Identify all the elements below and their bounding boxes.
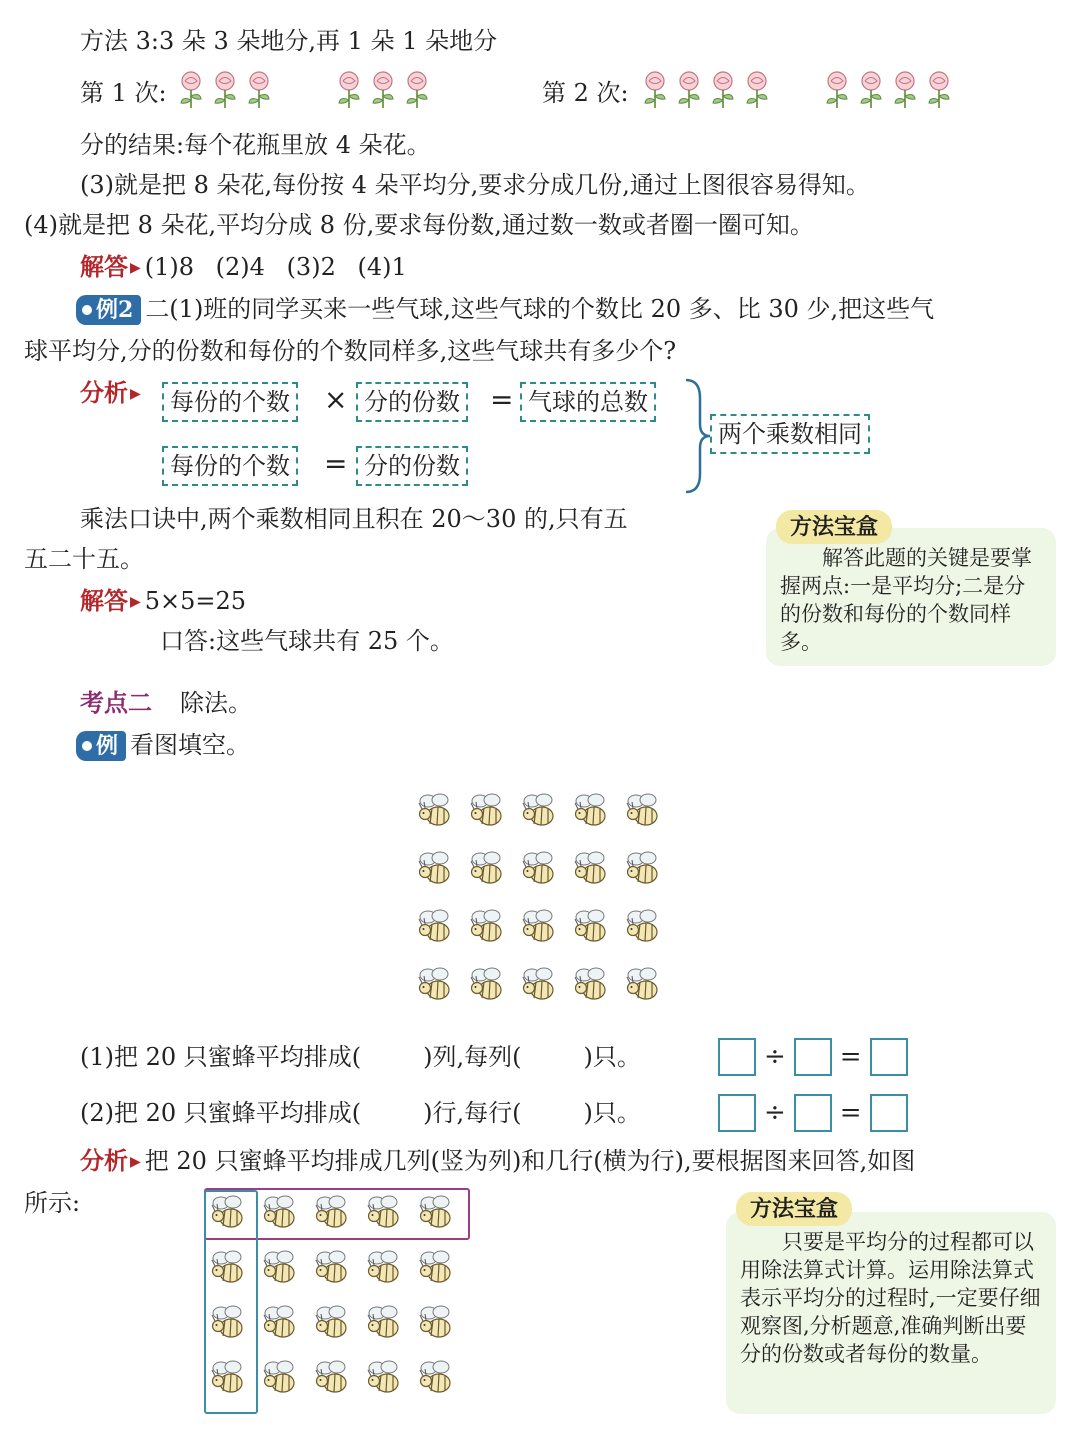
blank-box[interactable]	[718, 1038, 756, 1076]
bee-icon	[622, 848, 666, 892]
bee-icon	[570, 964, 614, 1008]
bee-icon	[466, 790, 510, 834]
bee-icon	[622, 964, 666, 1008]
blank-box[interactable]	[870, 1038, 908, 1076]
flower-icon	[822, 70, 852, 110]
answer-label: 解答	[80, 252, 128, 281]
flower-icon	[708, 70, 738, 110]
bee-icon	[414, 790, 458, 834]
parts-box-2: 分的份数	[356, 446, 468, 486]
bee-icon	[466, 906, 510, 950]
blank-box[interactable]	[718, 1094, 756, 1132]
point-2: 考点二 除法。	[80, 688, 252, 717]
bee-icon	[363, 1357, 407, 1401]
bee-icon	[207, 1302, 251, 1346]
bee-icon	[363, 1302, 407, 1346]
total-box: 气球的总数	[520, 382, 656, 422]
bee-icon	[518, 790, 562, 834]
bee-icon	[570, 848, 614, 892]
bee-icon	[311, 1247, 355, 1291]
bee-icon	[363, 1247, 407, 1291]
bee-icon	[415, 1247, 459, 1291]
example-2-text: 二(1)班的同学买来一些气球,这些气球的个数比 20 多、比 30 少,把这些气	[145, 295, 935, 323]
bee-icon	[414, 906, 458, 950]
example-3: 例 看图填空。	[76, 728, 250, 762]
per-count-box: 每份的个数	[162, 382, 298, 422]
bee-icon	[518, 848, 562, 892]
flower-icon	[890, 70, 920, 110]
flower-icon	[640, 70, 670, 110]
method-tip-box-1	[766, 528, 1056, 666]
method3-title: 方法 3:3 朵 3 朵地分,再 1 朵 1 朵地分	[80, 27, 498, 55]
equation-1: ÷ =	[718, 1038, 908, 1076]
answer-1: 解答 ▶ (1)8 (2)4 (3)2 (4)1	[80, 252, 407, 281]
answer-2-text: 5×5=25	[144, 587, 247, 615]
per-count-box-2: 每份的个数	[162, 446, 298, 486]
bee-icon	[311, 1302, 355, 1346]
brace-icon	[682, 378, 712, 494]
bee-icon	[259, 1192, 303, 1236]
explanation-4: (4)就是把 8 朵花,平均分成 8 份,要求每份数,通过数一数或者圈一圈可知。	[24, 211, 814, 239]
analysis-2: 分析 ▶ 把 20 只蜜蜂平均排成几列(竖为列)和几行(横为行),要根据图来回答,如图	[80, 1146, 916, 1175]
flower-icon	[674, 70, 704, 110]
bee-icon	[518, 906, 562, 950]
bee-icon	[622, 790, 666, 834]
method-tip-title-2: 方法宝盒	[736, 1192, 852, 1226]
bee-icon	[259, 1357, 303, 1401]
bee-icon	[259, 1302, 303, 1346]
equals-sign-2: =	[324, 447, 348, 480]
bee-icon	[415, 1357, 459, 1401]
example-2-badge: 例2	[76, 295, 141, 325]
analysis-2-line-b: 所示:	[24, 1189, 81, 1217]
table-line-a: 乘法口诀中,两个乘数相同且积在 20～30 的,只有五	[80, 505, 628, 533]
flower-icon	[368, 70, 398, 110]
bee-icon	[415, 1192, 459, 1236]
answer-2: 解答 ▶ 5×5=25	[80, 586, 247, 615]
bee-icon	[207, 1247, 251, 1291]
bee-icon	[363, 1192, 407, 1236]
question-1: (1)把 20 只蜜蜂平均排成( )列,每列( )只。	[80, 1043, 641, 1071]
same-factors-box: 两个乘数相同	[710, 414, 870, 454]
flower-group	[822, 70, 954, 110]
bee-icon	[466, 964, 510, 1008]
bee-icon	[207, 1357, 251, 1401]
blank-box[interactable]	[794, 1094, 832, 1132]
flower-icon	[924, 70, 954, 110]
flower-icon	[210, 70, 240, 110]
flower-icon	[244, 70, 274, 110]
example-2-line-a	[76, 292, 934, 326]
second-round-label: 第 2 次:	[542, 79, 629, 107]
explanation-3: (3)就是把 8 朵花,每份按 4 朵平均分,要求分成几份,通过上图很容易得知。	[80, 171, 870, 199]
example-2-line-b: 球平均分,分的份数和每份的个数同样多,这些气球共有多少个?	[24, 337, 677, 365]
bee-icon	[466, 848, 510, 892]
analysis-label-1: 分析 ▶	[80, 378, 141, 407]
method-tip-text-2: 只要是平均分的过程都可以用除法算式计算。运用除法算式表示平均分的过程时,一定要仔细观察图,分析题意,准确判断出要分的份数或者每份的数量。	[740, 1230, 1041, 1366]
times-sign: ×	[324, 383, 348, 416]
method-tip-text-1: 解答此题的关键是要掌握两点:一是平均分;二是分的份数和每份的个数同样多。	[780, 546, 1032, 654]
flower-icon	[856, 70, 886, 110]
method-tip-title-1: 方法宝盒	[776, 510, 892, 544]
bee-icon	[622, 906, 666, 950]
method-tip-box-2	[726, 1212, 1056, 1414]
bee-icon	[570, 906, 614, 950]
equals-sign: =	[490, 383, 514, 416]
bee-icon	[518, 964, 562, 1008]
table-line-b: 五二十五。	[24, 545, 144, 573]
blank-box[interactable]	[794, 1038, 832, 1076]
example-3-badge: 例	[76, 731, 126, 761]
bee-icon	[414, 964, 458, 1008]
question-2: (2)把 20 只蜜蜂平均排成( )行,每行( )只。	[80, 1099, 641, 1127]
flower-icon	[176, 70, 206, 110]
flower-group	[334, 70, 432, 110]
flower-group	[640, 70, 772, 110]
bee-icon	[207, 1192, 251, 1236]
bee-icon	[570, 790, 614, 834]
bee-icon	[414, 848, 458, 892]
blank-box[interactable]	[870, 1094, 908, 1132]
bee-icon	[259, 1247, 303, 1291]
answer-text: (1)8 (2)4 (3)2 (4)1	[144, 253, 407, 281]
bee-icon	[311, 1192, 355, 1236]
bee-icon	[415, 1302, 459, 1346]
answer-2-reply: 口答:这些气球共有 25 个。	[160, 627, 454, 655]
bee-icon	[311, 1357, 355, 1401]
flower-group	[176, 70, 274, 110]
first-round-label: 第 1 次:	[80, 79, 167, 107]
equation-2: ÷ =	[718, 1094, 908, 1132]
flower-icon	[334, 70, 364, 110]
flower-icon	[402, 70, 432, 110]
flower-icon	[742, 70, 772, 110]
parts-box: 分的份数	[356, 382, 468, 422]
result-line: 分的结果:每个花瓶里放 4 朵花。	[80, 131, 431, 159]
